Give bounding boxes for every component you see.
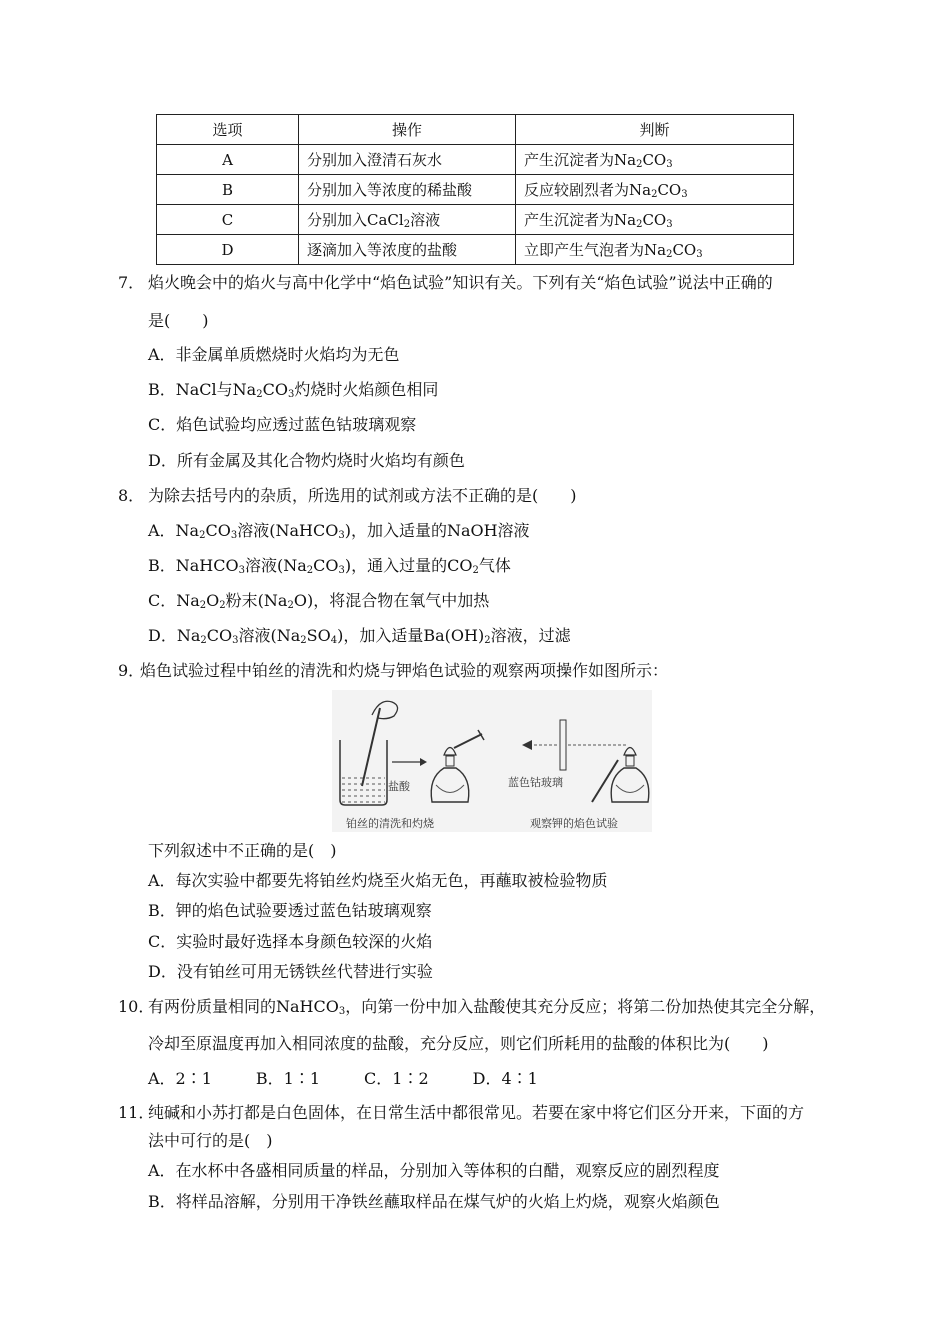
table-cell: 分别加入澄清石灰水 [299, 145, 516, 175]
table-row [157, 205, 794, 235]
question-9-option-c: C．实验时最好选择本身颜色较深的火焰 [148, 932, 433, 951]
table-cell: 立即产生气泡者为$Na_2CO_3$ [516, 235, 794, 265]
table-header-cell: 选项 [157, 115, 299, 145]
fig-label-glass: 蓝色钴玻璃 [508, 776, 563, 789]
table-row [157, 235, 794, 265]
table-row [157, 175, 794, 205]
question-11-option-a: A．在水杯中各盛相同质量的样品，分别加入等体积的白醋，观察反应的剧烈程度 [148, 1161, 720, 1180]
question-10-option-d: D．4∶1 [472, 1069, 538, 1088]
question-9-option-a: A．每次实验中都要先将铂丝灼烧至火焰无色，再蘸取被检验物质 [148, 871, 608, 890]
table-cell: D [157, 235, 299, 265]
table-cell: 逐滴加入等浓度的盐酸 [299, 235, 516, 265]
question-11-option-b: B．将样品溶解，分别用干净铁丝蘸取样品在煤气炉的火焰上灼烧，观察火焰颜色 [148, 1192, 720, 1211]
question-8-option-a: A．$Na_2CO_3$溶液(NaHCO$_3$)，加入适量的NaOH溶液 [148, 521, 530, 541]
question-11-stem [118, 1102, 804, 1124]
question-10-option-c: C．1∶2 [364, 1069, 429, 1088]
question-7-stem-cont: 是( ) [148, 311, 209, 330]
question-7-stem [118, 272, 773, 294]
question-8-option-b: B．NaHCO$_3$溶液$(Na_2CO_3)$，通入过量的$CO_2$气体 [148, 556, 511, 576]
question-8-option-d: D．$Na_2CO_3$溶液$(Na_2SO_4)$，加入适量$Ba(OH)_2$溶液，过滤 [148, 626, 571, 646]
question-number: 10． [118, 997, 155, 1016]
table-cell: 分别加入CaCl$_2$溶液 [299, 205, 516, 235]
table-cell: 产生沉淀者为$Na_2CO_3$ [516, 205, 794, 235]
flame-test-figure [332, 690, 652, 832]
table-cell: 分别加入等浓度的稀盐酸 [299, 175, 516, 205]
question-11-stem-cont: 法中可行的是( ) [148, 1131, 273, 1150]
question-10-options [148, 1068, 582, 1090]
question-7-option-d: D．所有金属及其化合物灼烧时火焰均有颜色 [148, 451, 465, 470]
question-10-option-a: A．2∶1 [148, 1069, 212, 1088]
question-7-option-a: A．非金属单质燃烧时火焰均为无色 [148, 345, 400, 364]
table-header-row [157, 115, 794, 145]
question-number: 7． [118, 273, 145, 292]
question-text: 有两份质量相同的NaHCO$_3$，向第一份中加入盐酸使其充分反应；将第二份加热使其完全分解， [148, 997, 826, 1017]
table-row [157, 145, 794, 175]
question-number: 11． [118, 1103, 155, 1122]
question-7-option-b: B．NaCl与$Na_2CO_3$灼烧时火焰颜色相同 [148, 380, 439, 400]
question-number: 9． [118, 661, 145, 680]
question-text: 焰色试验过程中铂丝的清洗和灼烧与钾焰色试验的观察两项操作如图所示： [140, 661, 669, 680]
question-8-stem [118, 485, 577, 507]
table-header-cell: 判断 [516, 115, 794, 145]
question-10-stem-cont: 冷却至原温度再加入相同浓度的盐酸，充分反应，则它们所耗用的盐酸的体积比为( ) [148, 1034, 769, 1053]
table-cell: A [157, 145, 299, 175]
question-9-stem-cont: 下列叙述中不正确的是( ) [148, 841, 337, 860]
question-10-stem [118, 996, 825, 1023]
question-7-option-c: C．焰色试验均应透过蓝色钴玻璃观察 [148, 415, 417, 434]
fig-caption-right: 观察钾的焰色试验 [530, 817, 618, 830]
question-9-stem [118, 660, 668, 682]
question-text: 焰火晚会中的焰火与高中化学中“焰色试验”知识有关。下列有关“焰色试验”说法中正确的 [148, 273, 773, 292]
question-text: 纯碱和小苏打都是白色固体，在日常生活中都很常见。若要在家中将它们区分开来，下面的方 [148, 1103, 805, 1122]
table-cell: 反应较剧烈者为$Na_2CO_3$ [516, 175, 794, 205]
table-cell: B [157, 175, 299, 205]
options-table [156, 114, 794, 265]
question-9-option-b: B．钾的焰色试验要透过蓝色钴玻璃观察 [148, 901, 432, 920]
table-cell: C [157, 205, 299, 235]
table-header-cell: 操作 [299, 115, 516, 145]
table-cell: 产生沉淀者为$Na_2CO_3$ [516, 145, 794, 175]
question-text: 为除去括号内的杂质，所选用的试剂或方法不正确的是( ) [148, 486, 577, 505]
question-9-option-d: D．没有铂丝可用无锈铁丝代替进行实验 [148, 962, 433, 981]
question-10-option-b: B．1∶1 [255, 1069, 321, 1088]
question-8-option-c: C．$Na_2O_2$粉末$(Na_2O)$，将混合物在氧气中加热 [148, 591, 490, 611]
fig-caption-left: 铂丝的清洗和灼烧 [346, 817, 434, 830]
fig-label-acid: 盐酸 [388, 780, 410, 793]
question-number: 8． [118, 486, 145, 505]
